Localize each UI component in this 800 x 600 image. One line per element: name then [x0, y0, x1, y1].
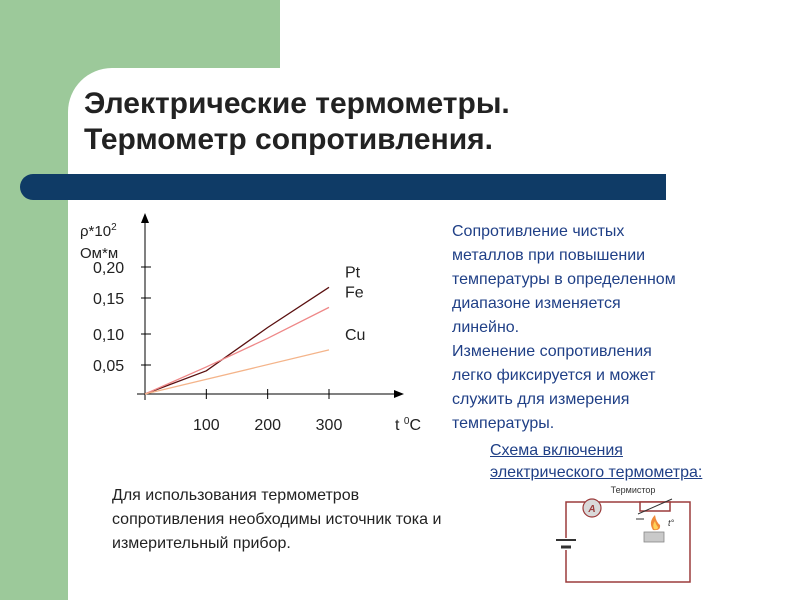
- x-tick-label: 100: [192, 417, 220, 434]
- ammeter-label: A: [588, 504, 596, 515]
- schema-title-line-1: Схема включения: [490, 442, 623, 459]
- schema-title: [490, 440, 770, 484]
- series-label-cu: Cu: [345, 326, 366, 344]
- title-line-2: Термометр сопротивления.: [84, 123, 493, 156]
- description-line: Сопротивление чистых: [452, 223, 625, 240]
- x-axis-label-unit: C: [409, 417, 422, 434]
- chart-series: [145, 287, 329, 394]
- chart-labels: [80, 222, 421, 434]
- thermistor-label: Термистор: [610, 485, 656, 495]
- x-axis-arrow: [394, 390, 404, 398]
- x-tick-label: 300: [315, 417, 343, 434]
- description-line: легко фиксируется и может: [452, 367, 656, 384]
- circuit-diagram: [548, 482, 708, 588]
- description-line: линейно.: [452, 319, 520, 336]
- note-text: Для использования термометров сопротивления необходимы источник тока и измерительный прибор.: [112, 487, 442, 552]
- series-line-fe: [145, 307, 329, 394]
- description-line: диапазоне изменяется: [452, 295, 621, 312]
- y-axis-label-sup: 2: [111, 222, 117, 233]
- series-label-pt: Pt: [345, 264, 361, 282]
- description-text: [452, 220, 752, 436]
- title-line-1: Электрические термометры.: [84, 87, 510, 120]
- description-line: температуры в определенном: [452, 271, 676, 288]
- series-line-pt: [145, 287, 329, 394]
- y-tick-label: 0,10: [93, 327, 125, 344]
- y-axis-label-main: ρ*10: [80, 223, 112, 240]
- schema-title-line-2: электрического термометра:: [490, 464, 703, 481]
- series-line-cu: [145, 350, 329, 394]
- temperature-label: t°: [668, 518, 675, 528]
- series-label-fe: Fe: [345, 284, 364, 302]
- x-axis-label-sup: 0: [403, 416, 410, 427]
- y-axis-arrow: [141, 213, 149, 223]
- y-tick-label: 0,15: [93, 291, 125, 308]
- y-tick-label: 0,05: [93, 358, 125, 375]
- description-line: металлов при повышении: [452, 247, 646, 264]
- description-line: служить для измерения: [452, 391, 630, 408]
- chart-axes: [137, 213, 404, 400]
- burner-icon: [644, 532, 664, 542]
- y-axis-label: [80, 222, 117, 240]
- description-line: температуры.: [452, 415, 555, 432]
- x-axis-label: [395, 416, 421, 434]
- y-tick-label: 0,20: [93, 260, 125, 277]
- x-tick-label: 200: [254, 417, 282, 434]
- y-axis-unit: Ом*м: [80, 245, 119, 262]
- x-axis-label-main: t: [395, 417, 404, 434]
- description-line: Изменение сопротивления: [452, 343, 652, 360]
